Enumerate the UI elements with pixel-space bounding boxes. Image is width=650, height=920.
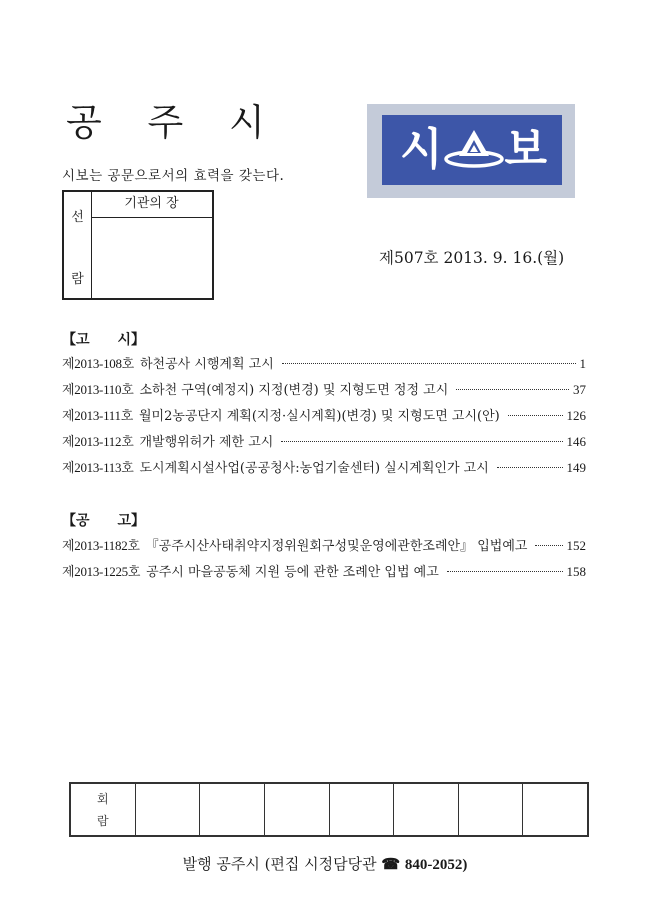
- section-heading-notice: 【고 시】: [62, 332, 146, 348]
- publisher-text: 발행 공주시 (편집 시정담당관: [182, 855, 377, 873]
- review-label-bottom: 람: [97, 813, 109, 828]
- circulation-box: [62, 190, 214, 300]
- circulation-label-top: 선: [71, 210, 84, 225]
- toc-item-number: 제2013-1225호: [62, 564, 141, 579]
- circulation-label-bottom: 람: [71, 272, 84, 287]
- toc-item-number: 제2013-110호: [62, 382, 134, 397]
- toc-item[interactable]: [62, 535, 586, 555]
- toc-item-page: 149: [566, 460, 586, 475]
- toc-item-title: 소하천 구역(예정지) 지정(변경) 및 지형도면 정정 고시: [139, 383, 449, 398]
- circulation-header: 기관의 장: [91, 192, 212, 218]
- toc-item[interactable]: [62, 457, 586, 477]
- logo-char-right: 보: [504, 124, 548, 175]
- triangle-ripple-emblem-icon: [443, 126, 505, 174]
- city-title: 공 주 시: [66, 101, 282, 144]
- toc-item-title: 공주시 마을공동체 지원 등에 관한 조례안 입법 예고: [146, 565, 439, 580]
- leader-dots: [535, 545, 562, 546]
- toc-item-page: 1: [579, 356, 586, 371]
- leader-dots: [281, 441, 562, 442]
- toc-item-title: 하천공사 시행계획 고시: [139, 357, 274, 372]
- review-signature-cell: [523, 784, 587, 835]
- toc-item-page: 146: [566, 434, 586, 449]
- toc-item-title: 『공주시산사태취약지정위원회구성및운영에관한조례안』 입법예고: [145, 539, 528, 554]
- toc-item[interactable]: [62, 561, 586, 581]
- leader-dots: [508, 415, 563, 416]
- toc-item[interactable]: [62, 379, 586, 399]
- sibo-logo-panel: [382, 115, 562, 185]
- phone-number: 840-2052): [404, 857, 468, 873]
- toc-item-page: 158: [566, 564, 586, 579]
- sibo-logo: [367, 104, 575, 198]
- logo-char-left: 시: [400, 124, 443, 175]
- toc-item-page: 152: [566, 538, 586, 553]
- leader-dots: [497, 467, 563, 468]
- toc-item-number: 제2013-1182호: [62, 538, 140, 553]
- toc-item-number: 제2013-108호: [62, 356, 134, 371]
- issue-number-date: 제507호 2013. 9. 16.(월): [379, 249, 565, 267]
- review-signature-cell: [200, 784, 265, 835]
- review-signature-cell: [394, 784, 459, 835]
- section-heading-announcement: 【공 고】: [62, 513, 146, 529]
- toc-item-number: 제2013-111호: [62, 408, 133, 423]
- telephone-icon: ☎: [381, 857, 401, 873]
- toc-item-number: 제2013-113호: [62, 460, 134, 475]
- toc-item-title: 도시계획시설사업(공공청사:농업기술센터) 실시계획인가 고시: [139, 461, 489, 476]
- toc-item[interactable]: [62, 431, 586, 451]
- review-label-top: 회: [97, 791, 109, 806]
- subtitle: 시보는 공문으로서의 효력을 갖는다.: [62, 168, 285, 184]
- review-signature-cell: [136, 784, 201, 835]
- leader-dots: [282, 363, 576, 364]
- review-signature-cell: [459, 784, 524, 835]
- review-signature-cell: [330, 784, 395, 835]
- toc-item[interactable]: [62, 405, 586, 425]
- toc-item-number: 제2013-112호: [62, 434, 134, 449]
- toc-item-title: 월미2농공단지 계획(지정·실시계획)(변경) 및 지형도면 고시(안): [138, 409, 500, 424]
- leader-dots: [447, 571, 563, 572]
- toc-item-page: 37: [573, 382, 586, 397]
- toc-item-title: 개발행위허가 제한 고시: [139, 435, 274, 450]
- publisher-footer: [0, 853, 650, 874]
- review-label-cell: [71, 784, 136, 835]
- review-signature-cell: [265, 784, 330, 835]
- toc-item[interactable]: [62, 353, 586, 373]
- leader-dots: [456, 389, 569, 390]
- toc-item-page: 126: [566, 408, 586, 423]
- review-table: [69, 782, 589, 837]
- circulation-label-column: [64, 192, 92, 298]
